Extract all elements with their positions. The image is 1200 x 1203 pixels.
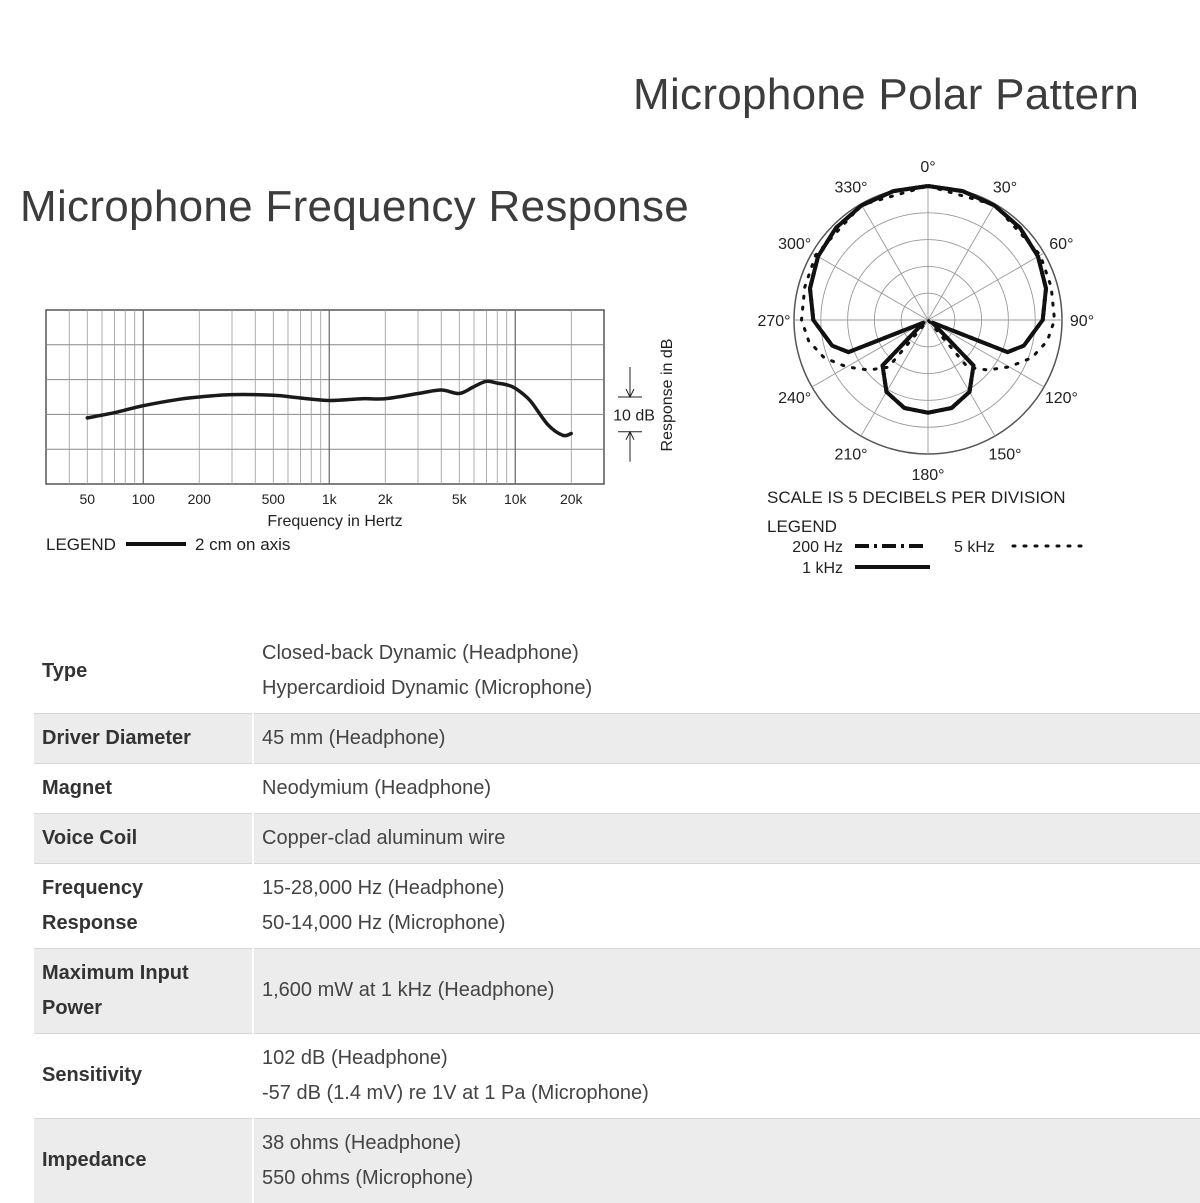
legend-entry-1khz: 1 kHz (802, 560, 843, 577)
polar-angle-label: 150° (988, 446, 1022, 464)
spec-label (34, 763, 253, 813)
spec-row (34, 863, 1200, 948)
spec-row (34, 630, 1200, 713)
spec-label (34, 630, 253, 713)
spec-value (253, 863, 1200, 948)
specs-table (34, 630, 1200, 1203)
polar-spoke (928, 204, 995, 320)
polar-pattern-title: Microphone Polar Pattern (633, 70, 1140, 119)
spec-row (34, 1033, 1200, 1118)
spec-value-line: 50-14,000 Hz (Microphone) (262, 911, 506, 934)
polar-scale-note: SCALE IS 5 DECIBELS PER DIVISION (767, 488, 1066, 507)
spec-value-line: Copper-clad aluminum wire (262, 826, 506, 849)
spec-row (34, 713, 1200, 763)
spec-value (253, 1033, 1200, 1118)
polar-spoke (861, 320, 928, 436)
spec-label (34, 713, 253, 763)
x-axis-label: Frequency in Hertz (267, 513, 403, 530)
spec-value-line: Closed-back Dynamic (Headphone) (262, 642, 579, 665)
polar-angle-label: 0° (920, 159, 936, 176)
polar-spoke (812, 253, 928, 320)
x-tick-label: 100 (131, 491, 155, 507)
legend-entry-200hz: 200 Hz (792, 539, 843, 556)
spec-value-line: 1,600 mW at 1 kHz (Headphone) (262, 979, 555, 1001)
x-tick-label: 200 (187, 491, 211, 507)
spec-value-line: 45 mm (Headphone) (262, 726, 446, 749)
spec-value (253, 813, 1200, 863)
y-axis-label: Response in dB (659, 338, 676, 452)
x-tick-label: 2k (377, 491, 393, 507)
polar-angle-label: 30° (992, 179, 1018, 197)
polar-spoke (861, 204, 928, 320)
x-tick-label: 50 (79, 491, 96, 507)
spec-label (34, 1118, 253, 1203)
plot-frame (46, 310, 604, 484)
polar-pattern-chart (730, 150, 1170, 590)
spec-label (34, 1033, 253, 1118)
frequency-response-title: Microphone Frequency Response (20, 182, 690, 231)
x-tick-label: 10k (503, 491, 527, 507)
spec-label (34, 813, 253, 863)
polar-angle-label: 330° (834, 179, 868, 197)
spec-value (253, 1118, 1200, 1203)
legend-entry-5khz: 5 kHz (954, 539, 995, 556)
spec-label-text: Driver Diameter (42, 726, 191, 749)
polar-angle-label: 300° (778, 236, 812, 253)
polar-angle-label: 210° (834, 446, 868, 464)
polar-angle-label: 180° (911, 467, 945, 484)
spec-value-line: 550 ohms (Microphone) (262, 1166, 474, 1189)
spec-label-text: Type (42, 659, 88, 682)
polar-spoke (928, 320, 1044, 387)
x-tick-label: 20k (559, 491, 583, 507)
spec-value-line: 102 dB (Headphone) (262, 1046, 448, 1069)
spec-value (253, 763, 1200, 813)
spec-label (34, 948, 253, 1033)
polar-legend-label: LEGEND (767, 517, 837, 536)
spec-value (253, 630, 1200, 713)
polar-spoke (812, 320, 928, 387)
polar-angle-label: 60° (1049, 236, 1074, 253)
spec-value-line: 15-28,000 Hz (Headphone) (262, 876, 505, 899)
spec-row (34, 948, 1200, 1033)
legend-label: LEGEND (46, 535, 116, 554)
polar-angle-label: 270° (757, 313, 791, 330)
spec-value (253, 713, 1200, 763)
spec-value-line: Neodymium (Headphone) (262, 776, 492, 799)
spec-row (34, 813, 1200, 863)
spec-value-line: -57 dB (1.4 mV) re 1V at 1 Pa (Microphone) (262, 1081, 649, 1104)
spec-value-line: Hypercardioid Dynamic (Microphone) (262, 677, 593, 700)
spec-value (253, 948, 1200, 1033)
polar-spoke (928, 253, 1044, 320)
x-tick-label: 500 (261, 491, 285, 507)
spec-label-text: Sensitivity (42, 1064, 143, 1086)
spec-label-text: Frequency Response (42, 876, 144, 934)
spec-label (34, 863, 253, 948)
spec-label-text: Voice Coil (42, 826, 138, 849)
x-tick-label: 5k (451, 491, 467, 507)
spec-label-text: Magnet (42, 776, 112, 799)
polar-angle-label: 240° (778, 390, 812, 407)
spec-row (34, 1118, 1200, 1203)
spec-row (34, 763, 1200, 813)
x-tick-label: 1k (321, 491, 337, 507)
spec-value-line: 38 ohms (Headphone) (262, 1131, 462, 1154)
frequency-response-chart (0, 290, 700, 570)
spec-label-text: Impedance (42, 1149, 147, 1172)
scale-label: 10 dB (613, 407, 655, 425)
polar-spoke (928, 320, 995, 436)
polar-angle-label: 120° (1044, 390, 1078, 407)
polar-angle-label: 90° (1069, 313, 1095, 330)
spec-label-text: Maximum Input Power (42, 961, 189, 1019)
legend-entry-label: 2 cm on axis (195, 535, 291, 554)
